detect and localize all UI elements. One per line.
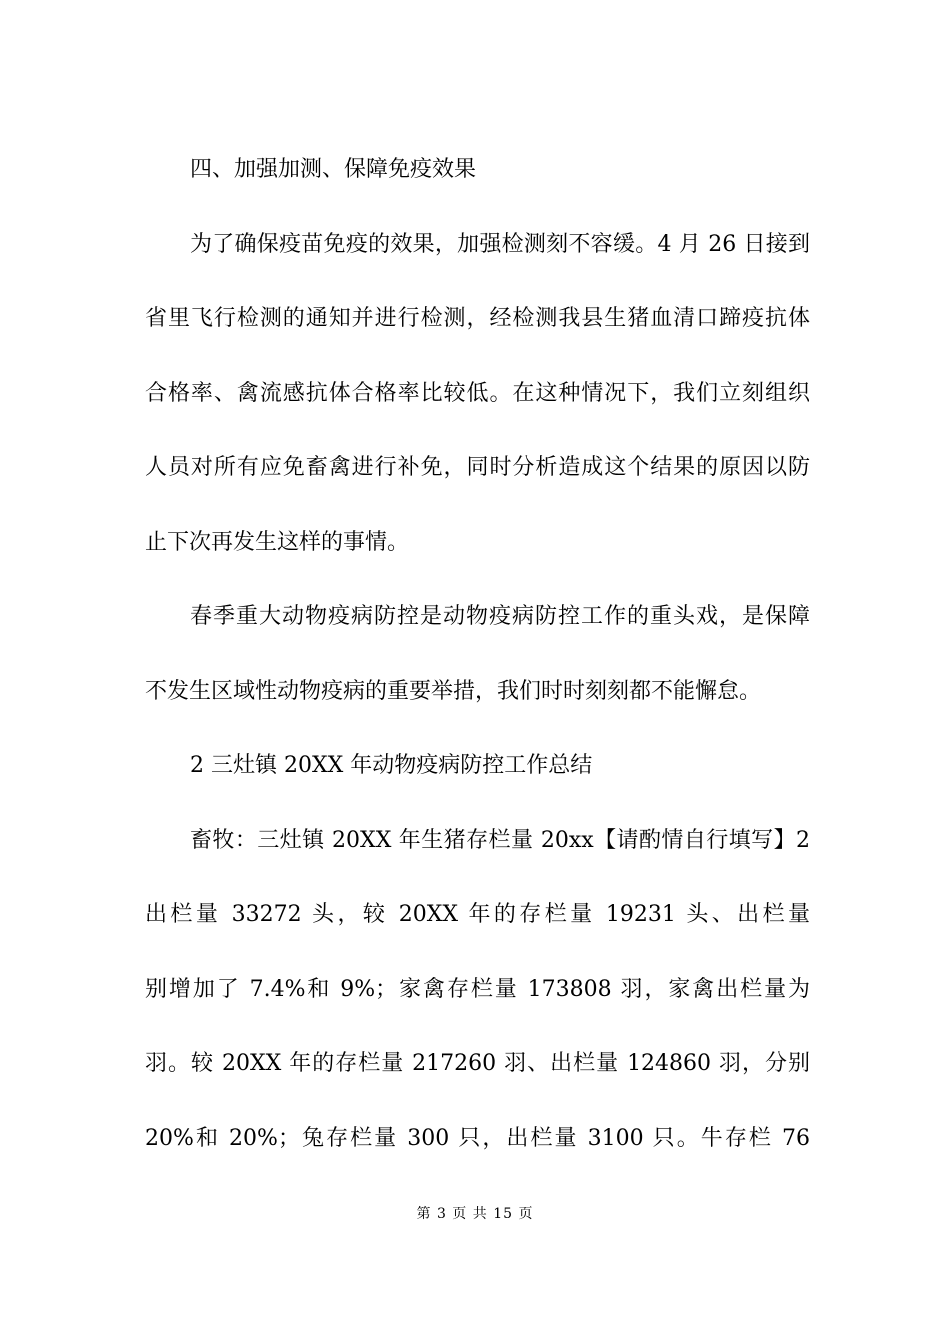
paragraph-line: 春季重大动物疫病防控是动物疫病防控工作的重头戏，是保障 <box>190 604 810 629</box>
page-footer: 第 3 页 共 15 页 <box>416 1206 534 1222</box>
paragraph-line: 止下次再发生这样的事情。 <box>145 529 410 555</box>
paragraph-line: 羽。较 20XX 年的存栏量 217260 羽、出栏量 124860 羽，分别 <box>145 1051 810 1076</box>
paragraph-line: 人员对所有应免畜禽进行补免，同时分析造成这个结果的原因以防 <box>145 455 810 480</box>
paragraph-line: 出栏量 33272 头，较 20XX 年的存栏量 19231 头、出栏量 <box>145 902 810 927</box>
paragraph-line: 合格率、禽流感抗体合格率比较低。在这种情况下，我们立刻组织 <box>145 380 810 406</box>
section-heading: 四、加强加测、保障免疫效果 <box>190 157 477 182</box>
paragraph-line: 别增加了 7.4%和 9%；家禽存栏量 173808 羽，家禽出栏量为 <box>145 976 810 1002</box>
paragraph-line: 为了确保疫苗免疫的效果，加强检测刻不容缓。4 月 26 日接到 <box>190 231 810 257</box>
paragraph-line: 畜牧：三灶镇 20XX 年生猪存栏量 20xx【请酌情自行填写】2 <box>190 827 810 853</box>
paragraph-line: 不发生区域性动物疫病的重要举措，我们时时刻刻都不能懈怠。 <box>145 678 762 704</box>
document-body <box>145 133 810 1176</box>
section-heading: 2 三灶镇 20XX 年动物疫病防控工作总结 <box>190 753 593 778</box>
paragraph-line: 省里飞行检测的通知并进行检测，经检测我县生猪血清口蹄疫抗体 <box>145 306 810 331</box>
paragraph-line: 20%和 20%；兔存栏量 300 只，出栏量 3100 只。牛存栏 76 <box>145 1125 810 1151</box>
